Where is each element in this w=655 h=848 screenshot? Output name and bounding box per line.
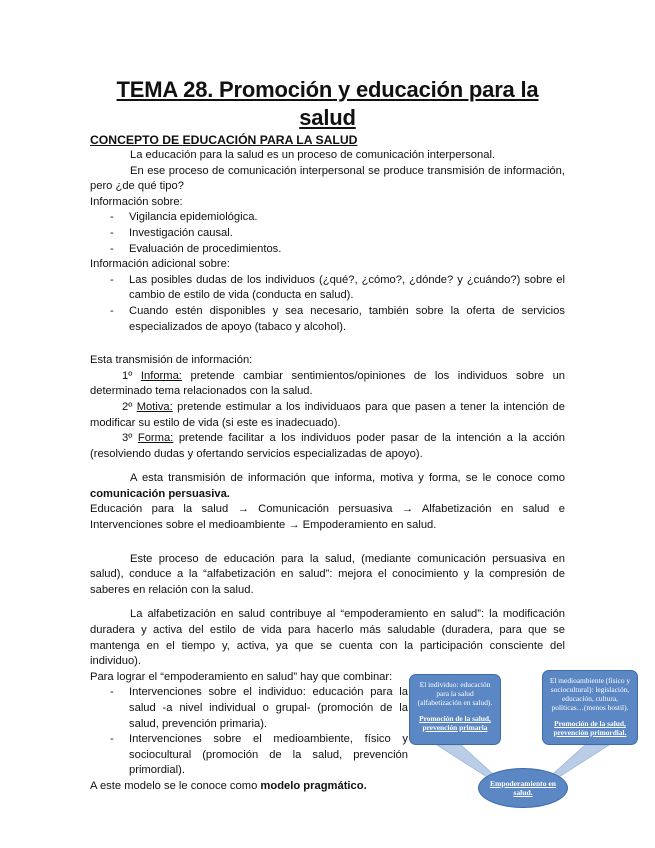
paragraph-1: La educación para la salud es un proceso de comunicación interpersonal. — [130, 149, 496, 161]
combine-list — [90, 685, 408, 779]
step-term: Informa: — [140, 369, 182, 382]
page-title: TEMA 28. Promoción y educación para la salud — [116, 77, 539, 130]
step-form — [90, 431, 565, 462]
step-inform — [90, 369, 565, 400]
empowerment-diagram — [403, 665, 643, 815]
step-term: Forma: — [137, 432, 174, 445]
model-term: modelo pragmático. — [260, 779, 367, 792]
list-item: - Vigilancia epidemiológica. — [90, 210, 565, 226]
list-item: - Investigación causal. — [90, 226, 565, 242]
step-number: 1º — [122, 369, 133, 382]
combine-label: Para lograr el “empoderamiento en salud” hay que combinar: — [90, 670, 393, 683]
individual-box-text: El individuo: educación para la salud (alfabetización en salud). — [417, 680, 493, 707]
paragraph-2: En ese proceso de comunicación interpersonal se produce transmisión de información, pero ¿de qué tipo? — [90, 164, 565, 193]
info-list — [90, 210, 565, 257]
step-text: pretende facilitar a los individuos poder pasar de la intención a la acción (resolviendo dudas y ofertando servicios especializadas de apoyo). — [90, 432, 565, 460]
process-paragraph: Este proceso de educación para la salud, (mediante comunicación persuasiva en salud), conduce a la “alfabetización en salud”: mejora el conocimiento y la compresión de saberes en relación con la salud. — [90, 552, 565, 596]
step-term: Motiva: — [136, 400, 173, 413]
list-item: - Evaluación de procedimientos. — [90, 242, 565, 258]
extra-info-list — [90, 273, 565, 335]
step-motivate — [90, 400, 565, 431]
step-text: pretende cambiar sentimientos/opiniones de los individuos sobre un determinado tema relacionados con la salud. — [90, 369, 566, 398]
individual-box-title: Promoción de la salud, prevención primaria — [419, 714, 491, 732]
list-item: - Las posibles dudas de los individuos (¿qué?, ¿cómo?, ¿dónde? y ¿cuándo?) sobre el cambio de estilo de vida (conducta en salud). — [90, 273, 565, 304]
environment-box — [542, 670, 638, 745]
individual-box — [409, 674, 501, 745]
chain-paragraph: Educación para la salud → Comunicación persuasiva → Alfabetización en salud e Intervenciones sobre el medioambiente → Empoderamiento en salud. — [90, 503, 565, 532]
empowerment-ellipse: Empoderamiento en salud. — [478, 768, 568, 808]
persuasive-intro: A esta transmisión de información que informa, motiva y forma, se le conoce como — [130, 472, 565, 485]
extra-info-label: Información adicional sobre: — [90, 258, 230, 271]
step-number: 2º — [122, 400, 133, 413]
section-title: CONCEPTO DE EDUCACIÓN PARA LA SALUD — [90, 133, 358, 147]
list-item: - Intervenciones sobre el individuo: educación para la salud -a nivel individual o grupal- (promoción de la salud, prevención primaria). — [90, 685, 408, 732]
environment-box-text: El medioambiente (físico y sociocultural): legislación, educación, cultura, políticas…(menos hostil). — [549, 676, 631, 712]
persuasive-paragraph — [90, 471, 565, 502]
model-intro: A este modelo se le conoce como — [90, 779, 261, 792]
list-item: - Intervenciones sobre el medioambiente, físico y sociocultural (promoción de la salud, prevención primordial). — [90, 732, 408, 779]
step-text: pretende estimular a los individuaos para que pasen a tener la intención de modificar su estilo de vida (si este es inadecuado). — [90, 400, 565, 429]
list-item: - Cuando estén disponibles y sea necesario, también sobre la oferta de servicios especializados de apoyo (tabaco y alcohol). — [90, 304, 565, 335]
environment-box-title: Promoción de la salud, prevención primordial. — [553, 719, 627, 737]
alfabetization-paragraph: La alfabetización en salud contribuye al “empoderamiento en salud”: la modificación duradera y activa del estilo de vida para hacerlo más saludable (duradera, para que se mantenga en el tiempo y, activa, ya que se cuenta con la participación consciente del individuo). — [90, 608, 565, 668]
step-number: 3º — [122, 432, 133, 445]
info-label: Información sobre: — [90, 195, 183, 208]
transmission-label: Esta transmisión de información: — [90, 354, 253, 367]
persuasive-term: comunicación persuasiva. — [90, 487, 230, 500]
